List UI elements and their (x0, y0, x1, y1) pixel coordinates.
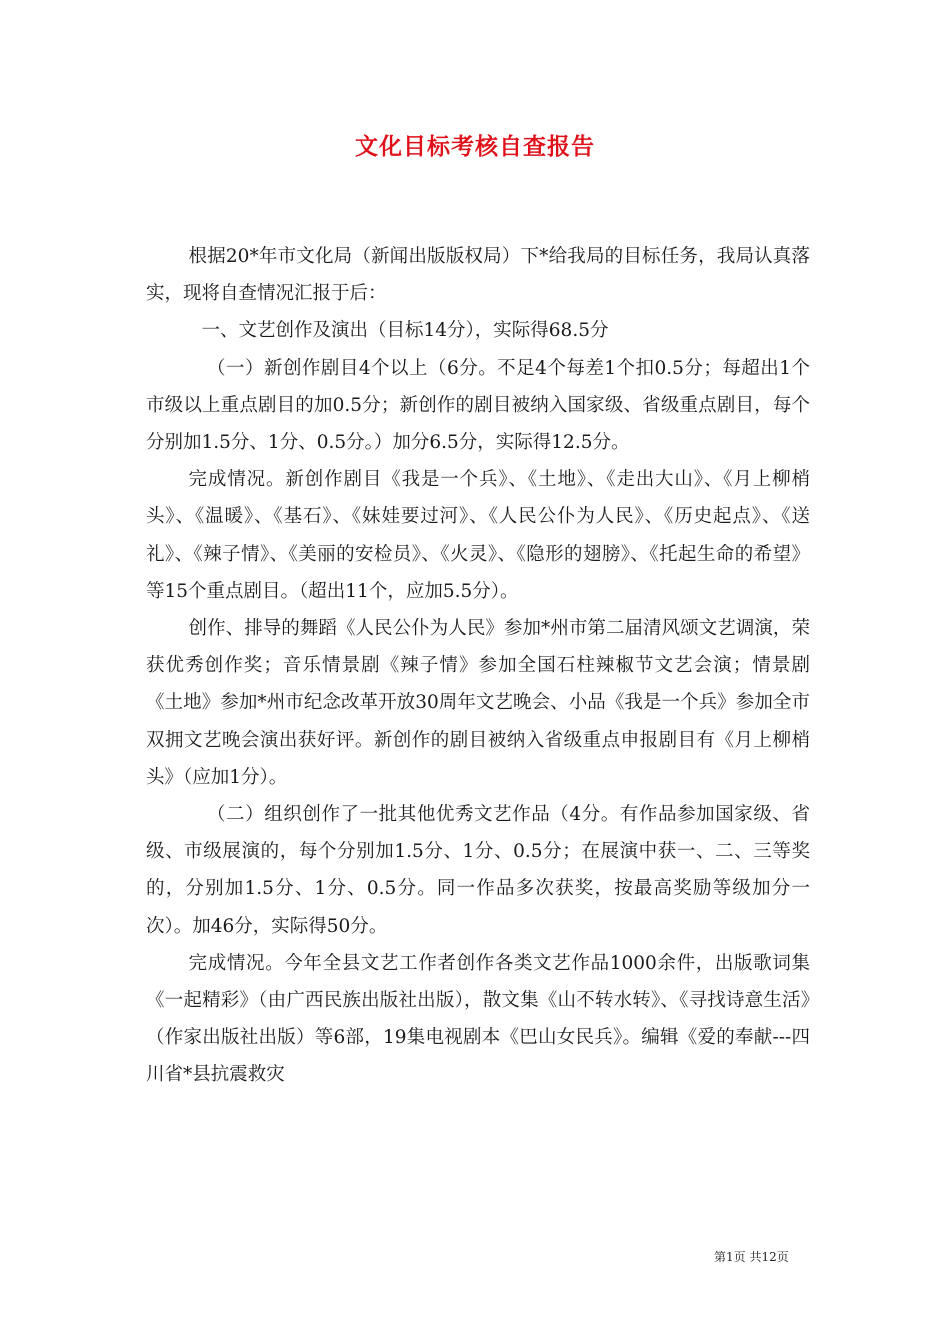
completion-paragraph-2: 完成情况。今年全县文艺工作者创作各类文艺作品1000余件，出版歌词集《一起精彩》（由广西民族出版社出版），散文集《山不转水转》、《寻找诗意生活》（作家出版社出版）等6部，19集电视剧本《巴山女民兵》。编辑《爱的奉献---四川省*县抗震救灾 (146, 952, 810, 1086)
page-number: 第1页 共12页 (714, 1250, 789, 1264)
creation-paragraph: 创作、排导的舞蹈《人民公仆为人民》参加*州市第二届清风颂文艺调演，荣获优秀创作奖；音乐情景剧《辣子情》参加全国石柱辣椒节文艺会演；情景剧《土地》参加*州市纪念改革开放30周年文艺晚会、小品《我是一个兵》参加全市双拥文艺晚会演出获好评。新创作的剧目被纳入省级重点申报剧目有《月上柳梢头》（应加1分）。 (146, 618, 810, 788)
subsection-2-paragraph: （二）组织创作了一批其他优秀文艺作品（4分。有作品参加国家级、省级、市级展演的，每个分别加1.5分、1分、0.5分；在展演中获一、二、三等奖的，分别加1.5分、1分、0.5分。同一作品多次获奖，按最高奖励等级加分一次）。加46分，实际得50分。 (146, 804, 810, 937)
document-title: 文化目标考核自查报告 (355, 133, 595, 160)
intro-paragraph: 根据20*年市文化局（新闻出版版权局）下*给我局的目标任务，我局认真落实，现将自查情况汇报于后： (146, 246, 810, 305)
document-body (146, 238, 810, 1094)
subsection-1-paragraph: （一）新创作剧目4个以上（6分。不足4个每差1个扣0.5分；每超出1个市级以上重点剧目的加0.5分；新创作的剧目被纳入国家级、省级重点剧目，每个分别加1.5分、1分、0.5分。）加分6.5分，实际得12.5分。 (146, 357, 810, 454)
completion-paragraph-1: 完成情况。新创作剧目《我是一个兵》、《土地》、《走出大山》、《月上柳梢头》、《温暖》、《基石》、《妹娃要过河》、《人民公仆为人民》、《历史起点》、《送礼》、《辣子情》、《美丽的安检员》、《火灵》、《隐形的翅膀》、《托起生命的希望》等15个重点剧目。（超出11个，应加5.5分）。 (146, 469, 810, 602)
section-heading-1: 一、文艺创作及演出（目标14分），实际得68.5分 (201, 320, 609, 342)
